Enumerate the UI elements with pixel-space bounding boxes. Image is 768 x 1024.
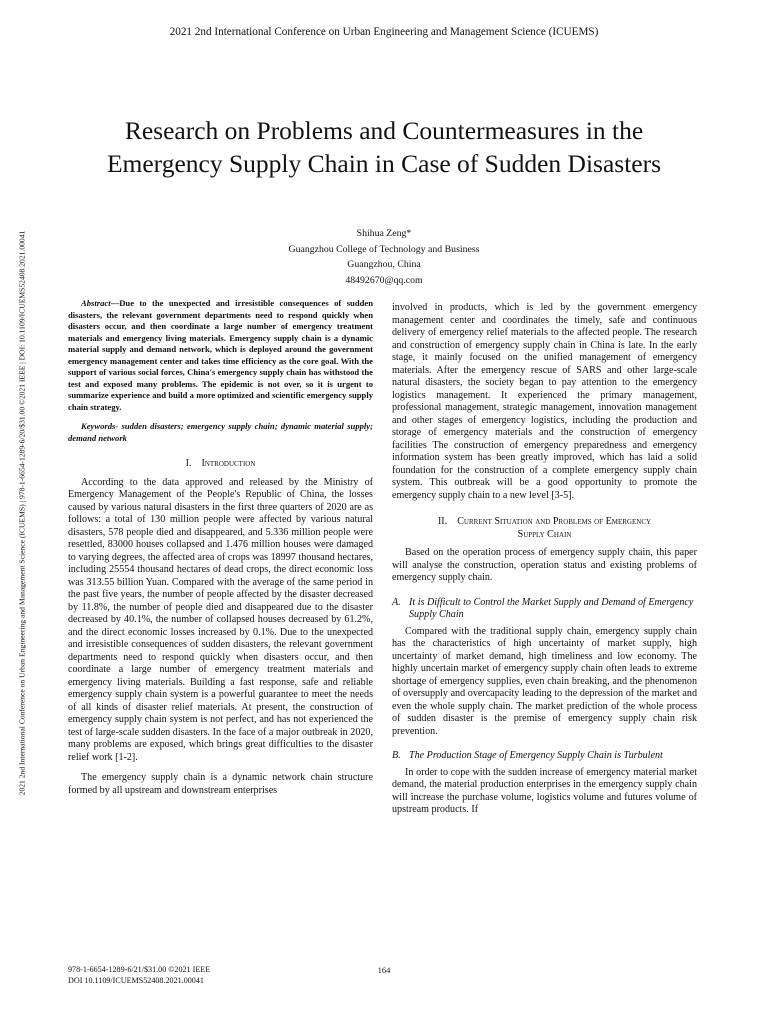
section-heading-introduction	[68, 458, 373, 471]
abstract	[68, 298, 373, 413]
section-number: II.	[437, 516, 448, 527]
section-number: I.	[185, 458, 192, 469]
title-line-2: Emergency Supply Chain in Case of Sudden Disasters	[106, 149, 662, 178]
section-title-line-2: Supply Chain	[517, 528, 572, 540]
intro-paragraph-2-continued: involved in products, which is led by the government emergency management center and coordinates the timely, safe and continuous delivery of emergency relief materials to the affected people. The research and construction of emergency supply chain in China is late. In the early stage, it mainly focused on the unified management of emergency materials. After the emergency rescue of SARS and other large-scale natural disasters, the society began to pay attention to the emergency logistics management. It experienced the primary management, professional management, strategic management, innovation management and other stages of emergency logistics, including the production and storage of emergency materials and the construction of emergency facilities The construction of emergency preparedness and emergency information system has been greatly improved, which has laid a solid foundation for the construction of a complete emergency supply chain system. This outbreak will be a good opportunity to promote the emergency supply chain to a new level [3-5].	[392, 302, 697, 501]
subsection-number: B.	[392, 750, 401, 761]
author-name: Shihua Zeng*	[356, 228, 412, 239]
author-location: Guangzhou, China	[347, 259, 421, 271]
page-number: 164	[377, 965, 391, 975]
abstract-label: Abstract	[81, 298, 111, 308]
left-column	[68, 298, 373, 797]
section-title-line-1: Current Situation and Problems of Emergency	[457, 516, 652, 527]
paper-title	[40, 114, 728, 180]
author-email[interactable]: 48492670@qq.com	[345, 274, 423, 286]
section-heading-current-situation	[392, 516, 697, 541]
author-block	[0, 226, 768, 288]
subsection-heading-a	[392, 597, 697, 622]
footer-doi: DOI 10.1109/ICUEMS52408.2021.00041	[68, 975, 204, 985]
conference-header: 2021 2nd International Conference on Urban Engineering and Management Science (ICUEMS)	[169, 26, 599, 38]
subsection-number: A.	[392, 596, 401, 608]
subsection-b-paragraph: In order to cope with the sudden increase of emergency material market demand, the material production enterprises in the emergency supply chain will increase the purchase volume, logistics volume and futures volume of upstream products. If	[392, 766, 697, 815]
subsection-title: The Production Stage of Emergency Supply Chain is Turbulent	[409, 750, 663, 761]
subsection-a-paragraph: Compared with the traditional supply chain, emergency supply chain has the characteristics of high uncertainty of market supply, high uncertainty of market demand, high timeliness and low economy. The highly uncertain market of emergency supply chain often leads to extreme shortage of emergency supplies, even chain breaking, and the phenomenon of oversupply and overcapacity leading to the depression of the market and even the whole supply chain. The market prediction of the whole process of sudden disaster is the premise of emergency supply chain risk prevention.	[392, 625, 697, 737]
title-line-1: Research on Problems and Countermeasures in the	[124, 116, 644, 145]
intro-paragraph-1: According to the data approved and released by the Ministry of Emergency Management of the People's Republic of China, the losses caused by various natural disasters in the first three quarters of 2020 are as follows: a total of 130 million people were affected by various natural disasters, 578 people died and disappeared, and 5.336 million people were resettled, 83000 houses collapsed and 1.476 million houses were damaged to varying degrees, the affected area of crops was 18997 thousand hectares, including 25554 thousand hectares of dead crops, the direct economic loss was 313.55 billion Yuan. Compared with the average of the same period in the past five years, the number of people affected by the disaster decreased by 11.8%, the number of people died and disappeared due to the disaster decreased by 40.1%, the number of collapsed houses decreased by 61.2%, and the direct economic losses increased by 0.1%. Due to the unexpected and irresistible consequences of sudden disasters, the relevant government departments need to respond quickly when disasters occur, and then coordinate a large number of emergency treatment materials and emergency living materials. Building a fast response, safe and reliable emergency supply chain system is a powerful guarantee to meet the needs of all kinds of disaster relief materials. At present, the construction of emergency supply chain system is not perfect, and has not experienced the test of large-scale sudden disasters. In the face of a major outbreak in 2020, many problems are exposed, which brings great difficulties to the disaster relief work [1-2].	[68, 476, 373, 763]
keywords: Keywords- sudden disasters; emergency supply chain; dynamic material supply; demand network	[68, 421, 373, 443]
subsection-heading-b	[392, 750, 697, 763]
subsection-title: It is Difficult to Control the Market Supply and Demand of Emergency Supply Chain	[409, 596, 694, 620]
section-title: Introduction	[201, 458, 256, 469]
intro-paragraph-2: The emergency supply chain is a dynamic network chain structure formed by all upstream and downstream enterprises	[68, 772, 373, 796]
footer-isbn: 978-1-6654-1289-6/21/$31.00 ©2021 IEEE	[68, 965, 211, 974]
abstract-text: —Due to the unexpected and irresistible consequences of sudden disasters, the relevant government departments need to respond quickly when disasters occur, and then coordinate a large number of emergency treatment materials and emergency living materials. Emergency supply chain is a dynamic material supply and demand network, which is deployed around the government emergency management center and takes time efficiency as the core goal. With the support of various social forces, China's emergency supply chain has withstood the test and exposed many problems. The epidemic is not over, so it is urgent to summarize experience and build a more optimized and scientific emergency supply chain strategy.	[68, 298, 373, 412]
right-column	[392, 302, 697, 817]
sidebar-citation-text: 2021 2nd International Conference on Urban Engineering and Management Science (ICUEMS) | 978-1-6654-1289-6/20/$31.00 ©2021 IEEE | DOI: 10.1109/ICUEMS52408.2021.00041	[17, 230, 27, 796]
author-affiliation: Guangzhou College of Technology and Business	[288, 243, 480, 255]
section2-paragraph-1: Based on the operation process of emergency supply chain, this paper will analyse the construction, operation status and existing problems of emergency supply chain.	[392, 547, 697, 583]
